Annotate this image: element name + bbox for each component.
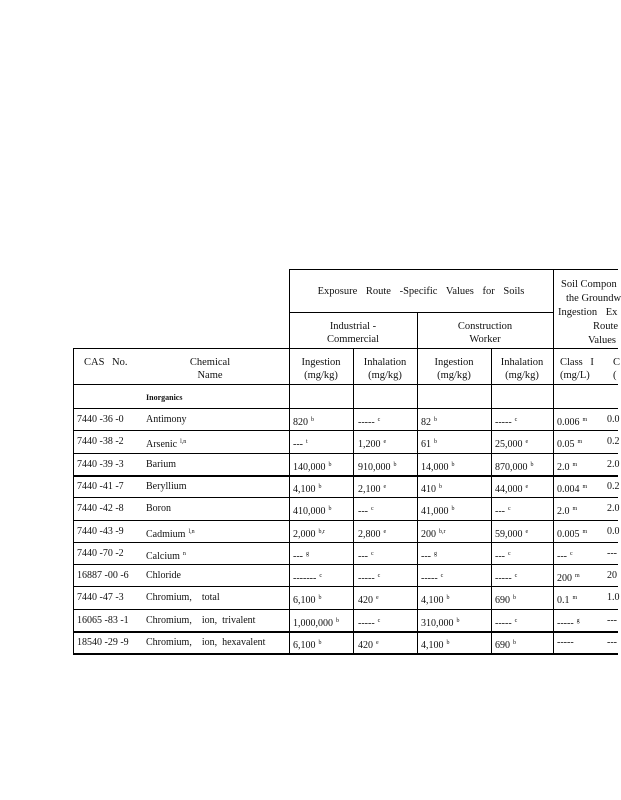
footnote-marker: b xyxy=(446,640,450,646)
cell-c1 xyxy=(557,414,587,429)
cell-value: 7440 -38 -2 xyxy=(77,436,124,448)
footnote-marker: b,r xyxy=(439,528,446,535)
cell-c1 xyxy=(557,481,587,496)
cell-value: 2,000 xyxy=(293,528,316,540)
header-construction-l2: Worker xyxy=(469,334,501,345)
footnote-marker: e xyxy=(383,439,387,446)
cell-value: 16887 -00 -6 xyxy=(77,570,129,582)
row-rule xyxy=(73,497,618,498)
cell-value: Barium xyxy=(146,458,176,470)
footnote-marker: e xyxy=(383,483,387,490)
cell-value: 0.004 xyxy=(557,483,580,495)
footnote-marker: g xyxy=(306,550,309,557)
footnote-marker: c xyxy=(440,573,444,580)
cell-value: 7440 -47 -3 xyxy=(77,592,124,604)
footnote-marker: b,r xyxy=(318,528,325,535)
footnote-marker: e xyxy=(525,528,529,535)
cell-ing1 xyxy=(293,436,308,451)
cell-ing1 xyxy=(293,615,339,630)
cell-value: 82 xyxy=(421,417,431,428)
cell-c2 xyxy=(607,503,620,515)
cell-ing2 xyxy=(421,414,437,429)
header-ingestion-2-unit: (mg/kg) xyxy=(437,370,471,381)
cell-inh2 xyxy=(495,526,528,541)
cell-value: 0.05 xyxy=(557,439,575,451)
footnote-marker: b xyxy=(434,417,437,423)
cell-name xyxy=(146,570,181,582)
cell-name xyxy=(146,615,255,627)
cell-name xyxy=(146,459,176,471)
cell-name xyxy=(146,414,187,426)
cell-inh1 xyxy=(358,548,374,563)
cell-value: --- xyxy=(495,550,505,562)
cell-inh1 xyxy=(358,615,380,630)
cell-value: Calcium xyxy=(146,550,180,562)
cell-value: --- xyxy=(495,506,505,518)
cell-ing1 xyxy=(293,414,314,429)
cell-inh1 xyxy=(358,526,386,541)
cell-value: 1,000,000 xyxy=(293,617,333,629)
cell-value: 7440 -70 -2 xyxy=(77,547,124,559)
cell-c2 xyxy=(607,436,620,448)
cell-value: 4,100 xyxy=(293,483,316,495)
cell-cas xyxy=(77,637,129,649)
footnote-marker: b xyxy=(439,483,442,490)
cell-cas xyxy=(77,526,124,538)
cell-value: --- xyxy=(607,614,617,626)
cell-ing2 xyxy=(421,436,437,451)
cell-c1 xyxy=(557,592,577,607)
cell-c2 xyxy=(607,615,617,627)
cell-value: Beryllium xyxy=(146,480,187,492)
footnote-marker: g xyxy=(576,617,580,624)
cell-value: --- xyxy=(358,550,368,562)
cell-name xyxy=(146,637,265,649)
cell-ing2 xyxy=(421,481,442,496)
cell-value: 1,200 xyxy=(358,439,381,451)
footnote-marker: e xyxy=(376,640,379,646)
footnote-marker: b xyxy=(530,461,534,468)
cell-ing1 xyxy=(293,481,322,496)
cell-value: ----- xyxy=(358,573,375,585)
cell-cas xyxy=(77,592,124,604)
cell-value: 59,000 xyxy=(495,528,523,540)
header-chemical-l2: Name xyxy=(197,370,223,381)
col-divider-class1 xyxy=(553,269,554,653)
footnote-marker: b xyxy=(393,461,397,468)
cell-value: 420 xyxy=(358,595,373,607)
cell-value: 140,000 xyxy=(293,461,326,473)
cell-value: Boron xyxy=(146,503,171,515)
header-soil-component-l3: Ingestion Ex xyxy=(558,307,618,318)
header-soil-component-l4: Route xyxy=(593,321,619,332)
footnote-marker: c xyxy=(377,573,381,580)
cell-inh1 xyxy=(358,592,379,607)
cell-inh2 xyxy=(495,615,517,630)
footnote-marker: c xyxy=(377,617,381,624)
header-column-rule xyxy=(73,348,618,349)
cell-ing2 xyxy=(421,526,446,541)
cell-inh2 xyxy=(495,503,511,518)
cell-value: ----- xyxy=(358,617,375,629)
cell-value: 0.0 xyxy=(607,525,620,537)
footnote-marker: b xyxy=(328,461,332,468)
cell-c1 xyxy=(557,526,587,541)
footnote-marker: t xyxy=(306,439,308,446)
header-cas-no: CAS No. xyxy=(84,357,128,368)
cell-value: 4,100 xyxy=(421,595,444,607)
cell-c2 xyxy=(607,526,620,538)
cell-ing2 xyxy=(421,592,450,607)
cell-value: 0.2 xyxy=(607,480,620,492)
footnote-marker: n xyxy=(182,550,186,557)
cell-inh2 xyxy=(495,436,528,451)
header-soil-component-l1: Soil Compon xyxy=(561,279,617,290)
header-class-2: C xyxy=(613,357,621,368)
header-inhalation-1: Inhalation xyxy=(363,357,407,368)
cell-value: 310,000 xyxy=(421,617,454,629)
cell-value: 2.0 xyxy=(557,506,570,518)
cell-value: Cadmium xyxy=(146,528,186,540)
cell-value: 44,000 xyxy=(495,483,523,495)
cell-c1 xyxy=(557,436,582,451)
footnote-marker: c xyxy=(514,573,518,580)
cell-value: 4,100 xyxy=(421,640,444,651)
row-rule xyxy=(73,653,618,655)
cell-value: 6,100 xyxy=(293,640,316,651)
footnote-marker: m xyxy=(582,483,588,490)
footnote-marker: b xyxy=(328,506,332,513)
cell-inh1 xyxy=(358,481,386,496)
cell-value: Chromium, ion, hexavalent xyxy=(146,637,266,648)
cell-value: 870,000 xyxy=(495,461,528,473)
cell-c2 xyxy=(607,481,620,493)
cell-cas xyxy=(77,414,124,426)
footnote-marker: g xyxy=(434,550,437,557)
header-exposure-route: Exposure Route -Specific Values for Soils xyxy=(317,286,525,297)
cell-value: 2,800 xyxy=(358,528,381,540)
cell-value: Chromium, ion, trivalent xyxy=(146,614,256,626)
header-group-rule xyxy=(289,312,553,313)
cell-value: 0.2 xyxy=(607,436,620,448)
cell-value: ----- xyxy=(495,417,512,428)
footnote-marker: b xyxy=(513,640,516,646)
cell-value: 2.0 xyxy=(607,503,620,515)
header-bottom-rule xyxy=(73,384,618,385)
header-industrial-l1: Industrial - xyxy=(329,321,377,332)
cell-inh2 xyxy=(495,548,511,563)
cell-c1 xyxy=(557,459,577,474)
footnote-marker: c xyxy=(508,550,511,557)
cell-ing1 xyxy=(293,503,332,518)
cell-c2 xyxy=(607,637,617,649)
cell-ing1 xyxy=(293,592,322,607)
cell-inh1 xyxy=(358,503,374,518)
cell-value: --- xyxy=(293,439,303,451)
cell-value: 0.006 xyxy=(557,417,580,428)
cell-inh1 xyxy=(358,459,397,474)
cell-ing1 xyxy=(293,637,322,652)
cell-name xyxy=(146,526,195,541)
footnote-marker: e xyxy=(525,439,529,446)
footnote-marker: e xyxy=(376,595,379,602)
row-rule xyxy=(73,542,618,543)
row-rule xyxy=(73,631,618,633)
cell-value: 18540 -29 -9 xyxy=(77,637,129,648)
cell-ing2 xyxy=(421,503,455,518)
cell-cas xyxy=(77,481,124,493)
cell-cas xyxy=(77,615,129,627)
footnote-marker: l,n xyxy=(180,439,187,446)
footnote-marker: m xyxy=(582,528,588,535)
cell-ing2 xyxy=(421,570,443,585)
cell-value: 7440 -43 -9 xyxy=(77,525,124,537)
cell-value: 910,000 xyxy=(358,461,391,473)
cell-inh2 xyxy=(495,414,517,429)
footnote-marker: m xyxy=(577,439,583,446)
row-rule xyxy=(73,520,618,521)
header-industrial-l2: Commercial xyxy=(327,334,379,345)
footnote-marker: b xyxy=(311,417,314,423)
row-rule xyxy=(73,430,618,431)
cell-value: 1.0 xyxy=(607,592,620,604)
cell-value: --- xyxy=(358,506,368,518)
cell-value: ----- xyxy=(495,617,512,629)
cell-value: --- xyxy=(557,550,567,562)
cell-ing1 xyxy=(293,548,309,563)
cell-name xyxy=(146,503,171,515)
cell-value: 20 xyxy=(607,570,617,582)
cell-c2 xyxy=(607,570,617,582)
footnote-marker: e xyxy=(525,483,529,490)
footnote-marker: m xyxy=(575,573,580,580)
cell-c1 xyxy=(557,503,577,518)
cell-inh1 xyxy=(358,637,379,652)
cell-value: 820 xyxy=(293,417,308,428)
cell-ing2 xyxy=(421,615,460,630)
cell-name xyxy=(146,481,187,493)
footnote-marker: c xyxy=(570,550,573,557)
footnote-marker: c xyxy=(371,550,374,557)
cell-value: 7440 -36 -0 xyxy=(77,414,124,425)
cell-c2 xyxy=(607,592,620,604)
footnote-marker: c xyxy=(319,573,322,580)
cell-ing2 xyxy=(421,637,450,652)
footnote-marker: b xyxy=(513,595,516,602)
cell-inh2 xyxy=(495,592,516,607)
cell-inh2 xyxy=(495,459,534,474)
cell-c1 xyxy=(557,615,580,630)
footnote-marker: m xyxy=(582,417,588,423)
cell-name xyxy=(146,436,186,451)
cell-value: 16065 -83 -1 xyxy=(77,614,129,626)
cell-value: ----- xyxy=(495,573,512,585)
cell-value: 690 xyxy=(495,640,510,651)
cell-ing2 xyxy=(421,548,437,563)
row-rule xyxy=(73,586,618,587)
cell-value: 14,000 xyxy=(421,461,449,473)
header-ingestion-1-unit: (mg/kg) xyxy=(304,370,338,381)
cell-value: 0.0 xyxy=(607,414,620,425)
row-rule xyxy=(73,609,618,610)
cell-value: 0.1 xyxy=(557,595,570,607)
cell-value: 200 xyxy=(557,573,572,585)
cell-c1 xyxy=(557,570,580,585)
footnote-marker: c xyxy=(371,506,374,513)
cell-value: --- xyxy=(293,550,303,562)
cell-value: 410 xyxy=(421,483,436,495)
cell-value: ----- xyxy=(358,417,375,428)
cell-value: --- xyxy=(607,637,617,648)
cell-value: 61 xyxy=(421,439,431,451)
row-rule xyxy=(73,475,618,477)
cell-value: ----- xyxy=(421,573,438,585)
header-class-1-unit: (mg/L) xyxy=(560,370,590,381)
footnote-marker: c xyxy=(508,506,511,513)
cell-ing1 xyxy=(293,570,322,585)
cell-inh1 xyxy=(358,414,380,429)
header-soil-component-l2: the Groundw xyxy=(566,293,621,304)
footnote-marker: c xyxy=(377,417,381,423)
cell-value: ------- xyxy=(293,573,317,585)
header-top-rule xyxy=(289,269,618,270)
cell-cas xyxy=(77,548,124,560)
cell-value: 41,000 xyxy=(421,506,449,518)
cell-c2 xyxy=(607,548,617,560)
cell-value: 2,100 xyxy=(358,483,381,495)
header-inhalation-2-unit: (mg/kg) xyxy=(505,370,539,381)
col-divider-inh2 xyxy=(491,348,492,653)
cell-value: 690 xyxy=(495,595,510,607)
header-soil-component-l5: Values xyxy=(588,335,616,346)
cell-c1 xyxy=(557,637,574,649)
row-rule xyxy=(73,453,618,454)
cell-value: --- xyxy=(607,547,617,559)
footnote-marker: m xyxy=(572,461,578,468)
cell-value: 0.005 xyxy=(557,528,580,540)
footnote-marker: b xyxy=(318,483,322,490)
footnote-marker: b xyxy=(336,617,339,624)
cell-value: 200 xyxy=(421,528,436,540)
header-ingestion-2: Ingestion xyxy=(434,357,474,368)
header-ingestion-1: Ingestion xyxy=(301,357,341,368)
section-inorganics: Inorganics xyxy=(146,393,183,402)
cell-value: 7440 -41 -7 xyxy=(77,480,124,492)
col-divider-left xyxy=(73,348,74,653)
cell-cas xyxy=(77,570,129,582)
footnote-marker: m xyxy=(572,595,578,602)
cell-value: 6,100 xyxy=(293,595,316,607)
cell-name xyxy=(146,548,186,563)
cell-value: 410,000 xyxy=(293,506,326,518)
footnote-marker: e xyxy=(383,528,387,535)
footnote-marker: b xyxy=(434,439,437,446)
header-inhalation-1-unit: (mg/kg) xyxy=(368,370,402,381)
cell-inh2 xyxy=(495,637,516,652)
header-class-2-unit: ( xyxy=(613,370,617,381)
footnote-marker: c xyxy=(514,617,518,624)
cell-c2 xyxy=(607,459,620,471)
cell-value: 420 xyxy=(358,640,373,651)
cell-inh2 xyxy=(495,481,528,496)
cell-value: 7440 -39 -3 xyxy=(77,458,124,470)
header-chemical-l1: Chemical xyxy=(189,357,231,368)
cell-ing2 xyxy=(421,459,455,474)
cell-c2 xyxy=(607,414,620,426)
cell-ing1 xyxy=(293,526,325,541)
cell-value: 2.0 xyxy=(557,461,570,473)
cell-inh1 xyxy=(358,570,380,585)
footnote-marker: c xyxy=(514,417,518,423)
cell-c1 xyxy=(557,548,573,563)
footnote-marker: b xyxy=(451,506,455,513)
col-divider-inh1 xyxy=(353,348,354,653)
cell-cas xyxy=(77,459,124,471)
row-rule xyxy=(73,564,618,565)
footnote-marker: b xyxy=(451,461,455,468)
cell-value: ----- xyxy=(557,617,574,629)
cell-cas xyxy=(77,503,124,515)
cell-inh1 xyxy=(358,436,386,451)
cell-value: 7440 -42 -8 xyxy=(77,503,124,515)
cell-inh2 xyxy=(495,570,517,585)
cell-value: Arsenic xyxy=(146,439,178,451)
header-construction-l1: Construction xyxy=(457,321,513,332)
cell-value: 25,000 xyxy=(495,439,523,451)
cell-value: 2.0 xyxy=(607,458,620,470)
cell-value: ----- xyxy=(557,637,574,648)
header-class-1: Class I xyxy=(560,357,594,368)
cell-value: Chromium, total xyxy=(146,592,220,604)
cell-value: --- xyxy=(421,550,431,562)
section-rule xyxy=(73,408,618,409)
cell-value: Chloride xyxy=(146,570,181,582)
footnote-marker: b xyxy=(456,617,460,624)
cell-cas xyxy=(77,436,124,448)
footnote-marker: m xyxy=(572,506,578,513)
footnote-marker: b xyxy=(318,595,322,602)
footnote-marker: b xyxy=(318,640,322,646)
cell-name xyxy=(146,592,220,604)
cell-ing1 xyxy=(293,459,332,474)
header-inhalation-2: Inhalation xyxy=(500,357,544,368)
cell-value: Antimony xyxy=(146,414,187,425)
footnote-marker: b xyxy=(446,595,450,602)
footnote-marker: l,n xyxy=(188,528,195,535)
